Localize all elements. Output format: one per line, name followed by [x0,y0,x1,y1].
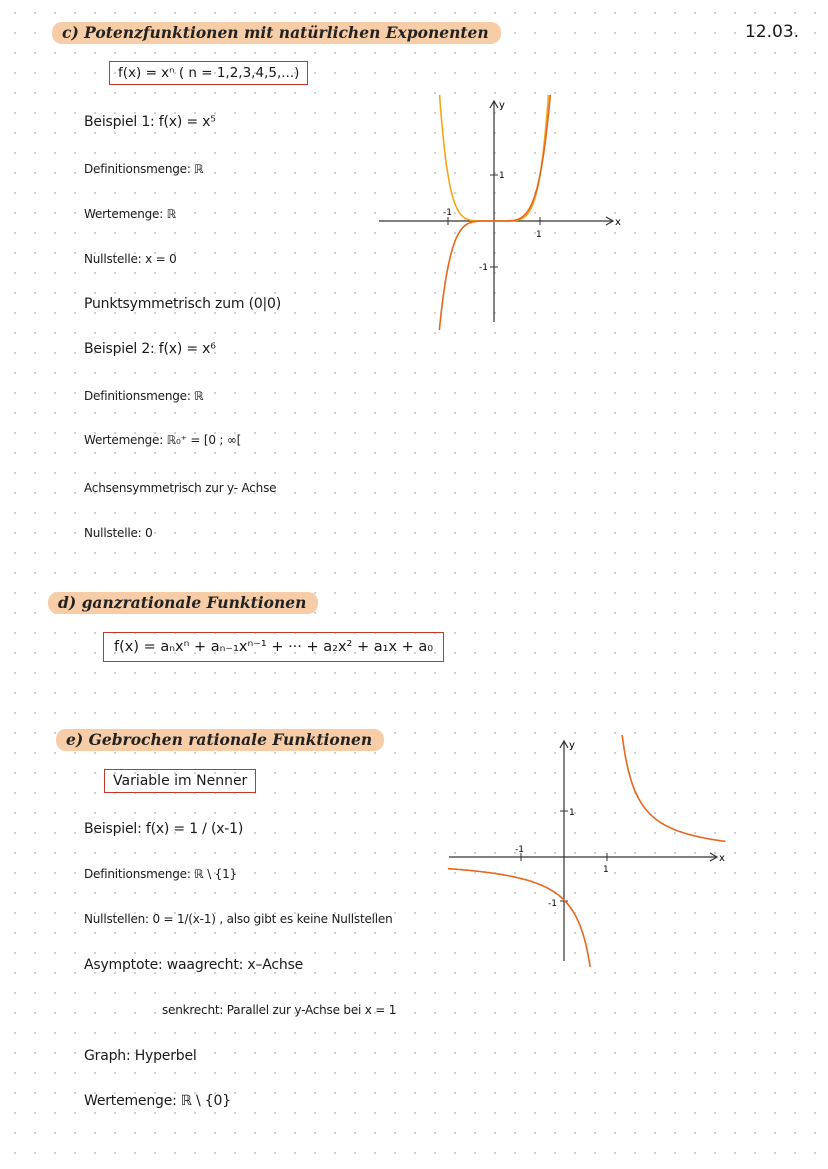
section-e-boxed-text: Variable im Nenner [104,769,256,793]
werte1-text: Wertemenge: ℝ [84,207,177,221]
y-axis-label: y [569,740,575,751]
tick-label-y-neg: -1 [548,899,557,909]
null1-text: Nullstelle: x = 0 [84,252,177,266]
tick-label-y-neg: -1 [479,263,488,273]
def1-text: Definitionsmenge: ℝ [84,162,204,176]
section-d-title: d) ganzrationale Funktionen [48,592,318,614]
section-d-formula-box: f(x) = aₙxⁿ + aₙ₋₁xⁿ⁻¹ + ··· + a₂x² + a₁x + a₀ [103,632,444,662]
def2-text: Definitionsmenge: ℝ [84,389,204,403]
section-e-asym2: senkrecht: Parallel zur y-Achse bei x = 1 [162,1003,397,1017]
hyperbola-left-branch [448,869,601,967]
section-e-def: Definitionsmenge: ℝ \ {1} [84,867,237,881]
section-c-formula-box: f(x) = xⁿ ( n = 1,2,3,4,5,...) [109,61,308,85]
section-e-graph-text: Graph: Hyperbel [84,1048,197,1064]
x-axis-label: x [719,853,725,864]
tick-label-x-pos: 1 [536,230,542,240]
date: 12.03. [745,22,800,42]
sym2-text: Achsensymmetrisch zur y- Achse [84,481,277,495]
tick-label-y-pos: 1 [569,808,575,818]
power-function-graph [375,95,625,330]
section-e-example: Beispiel: f(x) = 1 / (x-1) [84,821,244,837]
hyperbola-graph [445,735,730,967]
tick-label-y-pos: 1 [499,171,505,181]
section-e-werte: Wertemenge: ℝ \ {0} [84,1093,231,1109]
example1-text: Beispiel 1: f(x) = x⁵ [84,114,216,130]
section-e-null: Nullstellen: 0 = 1/(x-1) , also gibt es keine Nullstellen [84,912,393,926]
null2-text: Nullstelle: 0 [84,526,153,540]
section-c-title: c) Potenzfunktionen mit natürlichen Exponenten [52,22,501,44]
y-axis-label: y [499,100,505,111]
section-e-asym1: Asymptote: waagrecht: x–Achse [84,957,304,973]
tick-label-x-pos: 1 [603,865,609,875]
werte2-text: Wertemenge: ℝ₀⁺ = [0 ; ∞[ [84,433,242,447]
sym1-text: Punktsymmetrisch zum (0|0) [84,296,282,312]
example2-text: Beispiel 2: f(x) = x⁶ [84,341,216,357]
x-axis-label: x [615,217,621,228]
tick-label-x-neg: -1 [443,208,452,218]
tick-label-x-neg: -1 [515,845,524,855]
section-e-title: e) Gebrochen rationale Funktionen [56,729,384,751]
hyperbola-right-branch [614,735,725,841]
